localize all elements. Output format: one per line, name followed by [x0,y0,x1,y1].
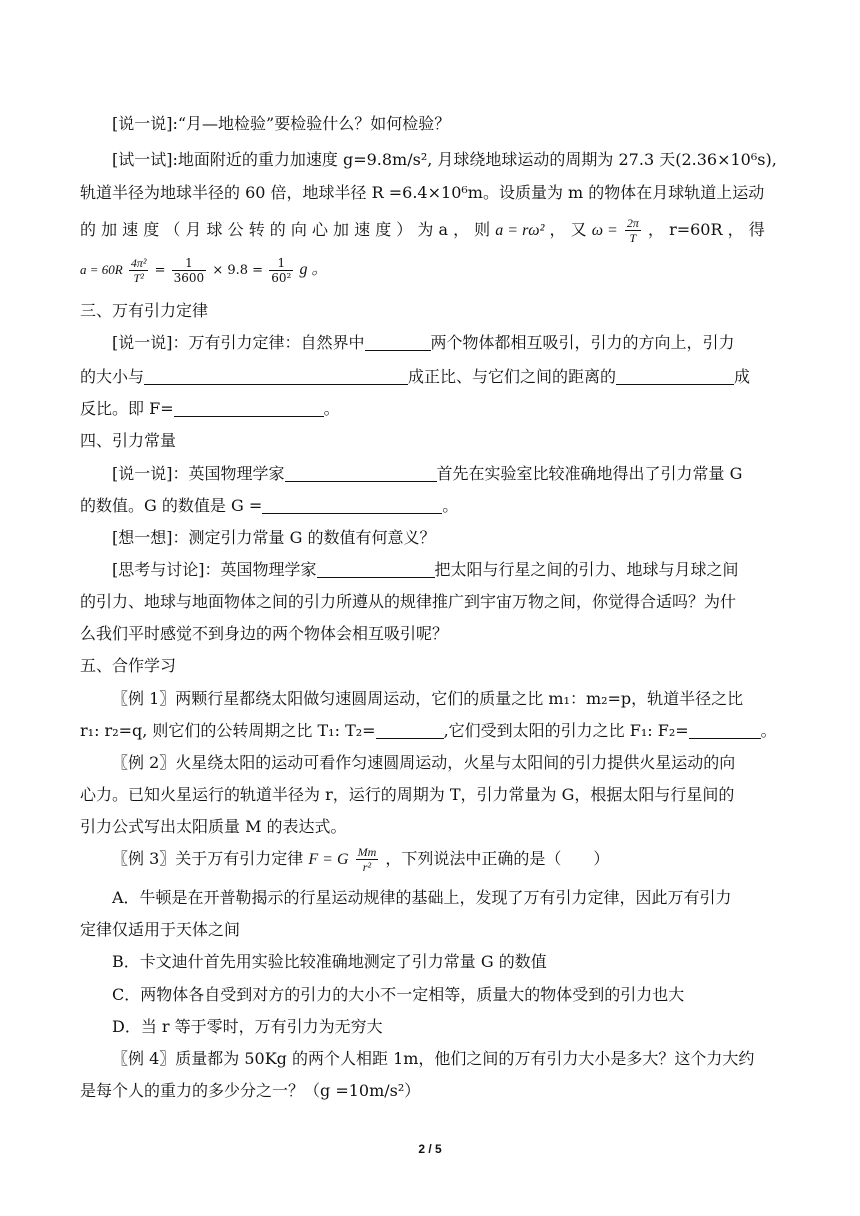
example-1-blank-force[interactable] [689,720,761,739]
option-a-line-1: A．牛顿是在开普勒揭示的行星运动规律的基础上，发现了万有引力定律，因此万有引力 [112,888,732,907]
eq-acc-frac-3-num: 1 [269,256,293,271]
option-c: C．两物体各自受到对方的引力的大小不一定相等，质量大的物体受到的引力也大 [112,985,685,1004]
law-blank-proportional[interactable] [144,366,408,385]
example-2-line-3: 引力公式写出太阳质量 M 的表达式。 [80,817,347,836]
discussion-line-1-b: 把太阳与行星之间的引力、地球与月球之间 [434,560,739,579]
eq-acc-frac-1-den: T² [133,271,144,285]
eq-acc-mid: × 9.8 = [212,263,264,278]
say-moon-earth-test: [说一说]:“月—地检验”要检验什么？如何检验？ [112,114,451,133]
eq-gravity-num: Mm [357,845,377,859]
section-3-heading: 三、万有引力定律 [80,301,209,320]
law-line-2-b: 成正比、与它们之间的距离的 [408,367,617,386]
constant-line-1 [112,462,812,486]
eq-acc-equals: = [154,263,166,278]
example-2-line-2: 心力。已知火星运行的轨道半径为 r，运行的周期为 T，引力常量为 G，根据太阳与行星间的 [80,785,735,804]
discussion-line-1-a: [思考与讨论]：英国物理学家 [112,560,317,579]
example-4-line-2: 是每个人的重力的多少分之一？（g =10m/s²） [80,1081,421,1100]
example-1-line-2-a: r₁: r₂=q, 则它们的公转周期之比 T₁: T₂= [80,721,376,740]
discussion-blank-physicist[interactable] [317,559,435,578]
eq-acc-frac-2 [172,256,207,285]
page-number: 2 / 5 [418,1142,442,1156]
eq-acc-frac-1-num: 4π² [130,256,147,270]
eq-acc-frac-2-den: 3600 [173,271,205,285]
try-line-2: 轨道半径为地球半径的 60 倍，地球半径 R =6.4×10⁶m。设质量为 m 的物体在月球轨道上运动 [80,183,765,202]
eq-acc-end: g 。 [299,261,328,278]
eq-acc-frac-3-den: 60² [271,271,292,285]
law-line-3 [80,397,780,421]
constant-line-2-a: 的数值。G 的数值是 G = [80,496,263,515]
example-3-stem [112,840,812,878]
law-line-2-a: 的大小与 [80,367,145,386]
eq-gravity-lhs: F = G [308,851,349,868]
try-line-3 [80,212,780,248]
discussion-line-2: 的引力、地球与地面物体之间的引力所遵从的规律推广到宇宙万物之间，你觉得合适吗？为什 [80,592,737,611]
eq-acc-frac-1 [129,256,149,285]
eq-omega-lhs: ω = [591,222,618,239]
option-a-line-2: 定律仅适用于天体之间 [80,920,241,939]
think-question: [想一想]：测定引力常量 G 的数值有何意义？ [112,528,436,547]
law-line-1 [112,331,812,355]
constant-blank-physicist[interactable] [285,463,437,482]
discussion-line-1 [112,558,812,582]
try-line-3-also: ， 又 [549,220,587,239]
example-1-line-2-c: 。 [760,721,777,740]
section-5-heading: 五、合作学习 [80,656,177,675]
discussion-line-3: 么我们平时感觉不到身边的两个物体会相互吸引呢？ [80,624,449,643]
eq-omega-num: 2π [626,216,639,230]
example-3-stem-b: ，下列说法中正确的是（ ） [385,849,610,868]
example-1-line-2 [80,719,780,743]
eq-acc-frac-3 [269,256,293,285]
eq-acceleration [80,250,780,290]
constant-line-1-b: 首先在实验室比较准确地得出了引力常量 G [436,464,743,483]
example-3-stem-a: 〖例 3〗关于万有引力定律 [112,849,304,868]
law-line-3-b: 。 [323,399,340,418]
example-1-line-1: 〖例 1〗两颗行星都绕太阳做匀速圆周运动，它们的质量之比 m₁：m₂=p，轨道半径之比 [112,689,744,708]
law-line-2-c: 成 [734,367,751,386]
constant-line-2 [80,494,780,518]
option-b: B．卡文迪什首先用实验比较准确地测定了引力常量 G 的数值 [112,952,547,971]
law-line-1-b: 两个物体都相互吸引，引力的方向上，引力 [430,333,735,352]
law-line-1-a: [说一说]：万有引力定律：自然界中 [112,333,365,352]
option-d: D．当 r 等于零时，万有引力为无穷大 [112,1017,383,1036]
section-4-heading: 四、引力常量 [80,431,177,450]
eq-omega-fraction [625,216,641,245]
eq-gravity-fraction [356,845,379,874]
law-blank-any[interactable] [365,332,431,351]
example-1-blank-period[interactable] [376,720,444,739]
law-line-2 [80,365,780,389]
try-line-3-text: 的 加 速 度 （ 月 球 公 转 的 向 心 加 速 度 ） 为 a ， 则 [80,220,491,239]
try-line-3-end: ， r=60R ， 得 [647,220,765,239]
law-line-3-a: 反比。即 F= [80,399,174,418]
constant-blank-value[interactable] [262,495,442,514]
eq-centripetal: a = rω² [495,222,545,239]
eq-acc-frac-2-num: 1 [172,256,207,271]
example-2-line-1: 〖例 2〗火星绕太阳的运动可看作匀速圆周运动，火星与太阳间的引力提供火星运动的向 [112,753,736,772]
try-line-1: [试一试]:地面附近的重力加速度 g=9.8m/s², 月球绕地球运动的周期为 27.3 天(2.36×10⁶s), [112,150,777,169]
example-1-line-2-b: ,它们受到太阳的引力之比 F₁: F₂= [443,721,689,740]
eq-gravity-den: r² [362,860,372,874]
eq-acc-lhs: a = 60R [80,262,123,277]
eq-omega-den: T [629,231,637,245]
example-4-line-1: 〖例 4〗质量都为 50Kg 的两个人相距 1m，他们之间的万有引力大小是多大？这个力大约 [112,1049,755,1068]
law-blank-formula[interactable] [174,398,324,417]
constant-line-1-a: [说一说]：英国物理学家 [112,464,285,483]
law-blank-distance[interactable] [616,366,734,385]
constant-line-2-b: 。 [442,496,459,515]
